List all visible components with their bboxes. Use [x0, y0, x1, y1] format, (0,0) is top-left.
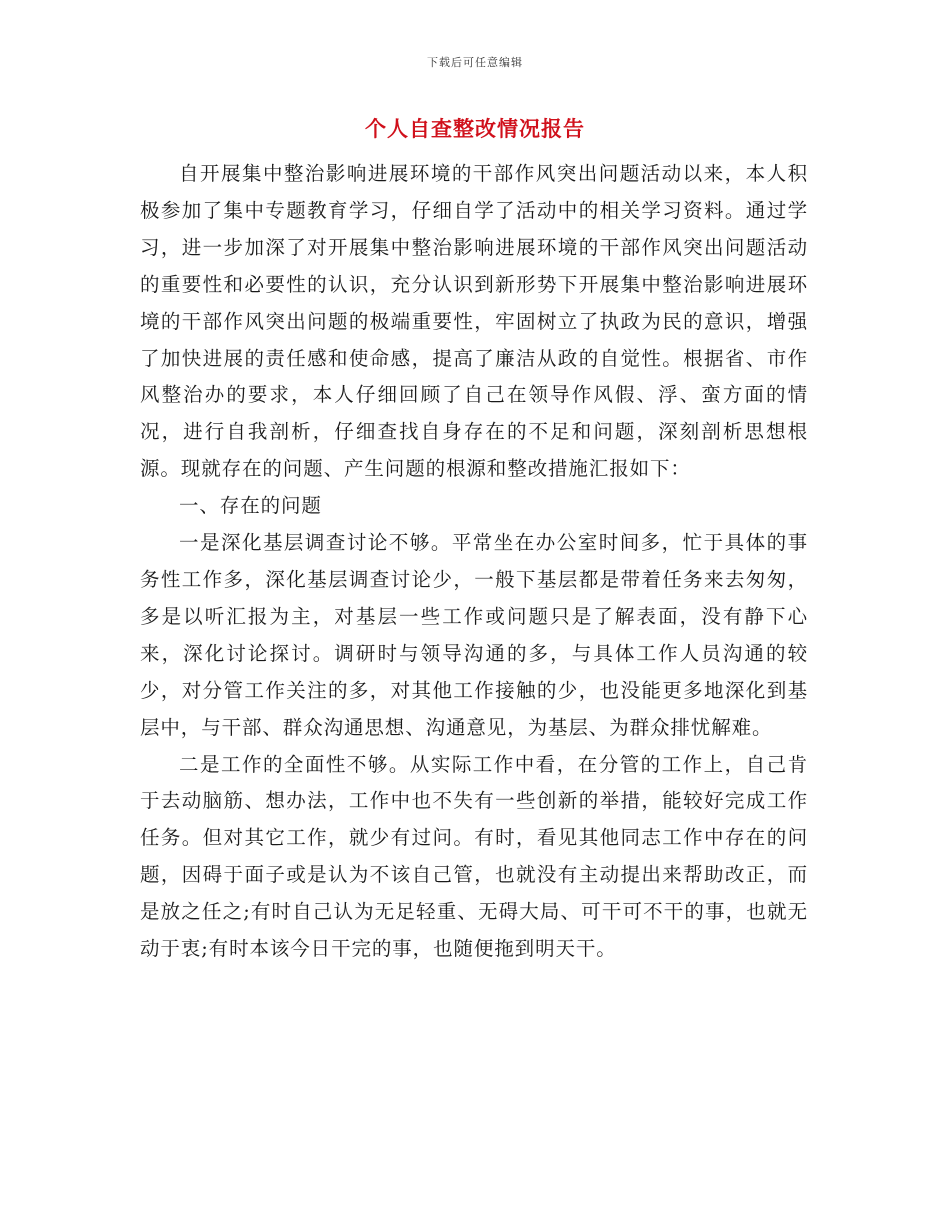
document-body	[140, 156, 808, 968]
paragraph-intro: 自开展集中整治影响进展环境的干部作风突出问题活动以来，本人积极参加了集中专题教育学习，仔细自学了活动中的相关学习资料。通过学习，进一步加深了对开展集中整治影响进展环境的干部作风突出问题活动的重要性和必要性的认识，充分认识到新形势下开展集中整治影响进展环境的干部作风突出问题的极端重要性，牢固树立了执政为民的意识，增强了加快进展的责任感和使命感，提高了廉洁从政的自觉性。根据省、市作风整治办的要求，本人仔细回顾了自己在领导作风假、浮、蛮方面的情况，进行自我剖析，仔细查找自身存在的不足和问题，深刻剖析思想根源。现就存在的问题、产生问题的根源和整改措施汇报如下：	[140, 162, 808, 481]
header-note: 下载后可任意编辑	[427, 56, 523, 69]
paragraph-problem-one: 一是深化基层调查讨论不够。平常坐在办公室时间多，忙于具体的事务性工作多，深化基层调查讨论少，一般下基层都是带着任务来去匆匆，多是以听汇报为主，对基层一些工作或问题只是了解表面，没有静下心来，深化讨论探讨。调研时与领导沟通的多，与具体工作人员沟通的较少，对分管工作关注的多，对其他工作接触的少，也没能更多地深化到基层中，与干部、群众沟通思想、沟通意见，为基层、为群众排忧解难。	[140, 531, 808, 739]
paragraph-problem-two: 二是工作的全面性不够。从实际工作中看，在分管的工作上，自己肯于去动脑筋、想办法，工作中也不失有一些创新的举措，能较好完成工作任务。但对其它工作，就少有过问。有时，看见其他同志工作中存在的问题，因碍于面子或是认为不该自己管，也就没有主动提出来帮助改正，而是放之任之;有时自己认为无足轻重、无碍大局、可干可不干的事，也就无动于衷;有时本该今日干完的事，也随便拖到明天干。	[140, 752, 808, 961]
document-title: 个人自查整改情况报告	[365, 117, 585, 141]
section-heading-problems: 一、存在的问题	[179, 494, 322, 518]
